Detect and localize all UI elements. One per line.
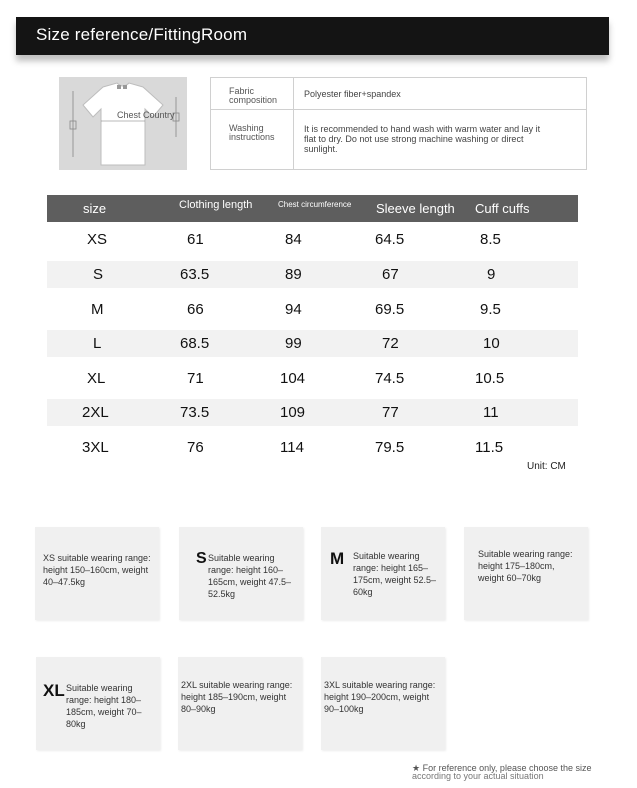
- cell-chest: 94: [285, 301, 302, 318]
- card-text: Suitable wearing range: height 180–185cm, weight 70–80kg: [66, 683, 142, 729]
- cell-chest: 104: [280, 370, 306, 387]
- card-size-letter: XL: [43, 681, 65, 700]
- cell-sleeve: 69.5: [375, 301, 405, 318]
- cell-sleeve: 74.5: [375, 370, 405, 387]
- unit-label: Unit: CM: [527, 461, 566, 472]
- cell-cuff: 11.5: [475, 439, 504, 456]
- wear-card-m: [321, 527, 445, 620]
- cell-chest: 84: [285, 231, 302, 248]
- divider: [211, 109, 586, 110]
- table-row: [47, 296, 578, 323]
- footnote-line-1: ★ For reference only, please choose the size: [412, 763, 592, 773]
- cell-size: XS: [87, 231, 108, 248]
- wear-card-s: [179, 527, 303, 620]
- size-table-header: [47, 195, 578, 222]
- col-length: Clothing length: [179, 199, 253, 211]
- card-text: Suitable wearing range: height 160–165cm, weight 47.5–52.5kg: [208, 553, 292, 599]
- cell-sleeve: 64.5: [375, 231, 405, 248]
- card-text: Suitable wearing range: height 165–175cm, weight 52.5–60kg: [353, 551, 437, 597]
- card-text: 2XL suitable wearing range: height 185–190cm, weight 80–90kg: [181, 680, 293, 714]
- cell-size: 3XL: [82, 439, 109, 456]
- cell-sleeve: 67: [382, 266, 399, 283]
- cell-sleeve: 77: [382, 404, 399, 421]
- cell-chest: 114: [280, 439, 304, 456]
- cell-size: M: [91, 301, 104, 318]
- col-size: size: [83, 201, 107, 216]
- cell-length: 63.5: [180, 266, 210, 283]
- cell-cuff: 10: [483, 335, 500, 352]
- col-sleeve: Sleeve length: [376, 201, 455, 216]
- wear-card-2xl: [178, 657, 302, 750]
- table-row: [47, 330, 578, 357]
- cell-cuff: 8.5: [480, 231, 501, 248]
- cell-length: 66: [187, 301, 204, 318]
- table-row: [47, 434, 578, 461]
- card-text: Suitable wearing range: height 175–180cm, weight 60–70kg: [478, 549, 573, 583]
- footnote: [412, 764, 592, 780]
- fabric-info-table: [210, 77, 587, 170]
- tshirt-illustration: [59, 77, 187, 170]
- cell-length: 76: [187, 439, 204, 456]
- cell-chest: 89: [285, 266, 302, 283]
- table-row: [47, 261, 578, 288]
- table-row: [47, 226, 578, 253]
- col-chest: Chest circumference: [278, 200, 352, 209]
- card-size-letter: S: [196, 550, 207, 567]
- cell-length: 61: [187, 231, 204, 248]
- card-text: 3XL suitable wearing range: height 190–200cm, weight 90–100kg: [324, 680, 436, 714]
- cell-size: L: [93, 335, 102, 352]
- cell-length: 71: [187, 370, 204, 387]
- footnote-line-2: according to your actual situation: [412, 771, 544, 781]
- cell-sleeve: 72: [382, 335, 399, 352]
- tshirt-icon: [59, 77, 187, 170]
- cell-chest: 109: [280, 404, 306, 421]
- cell-cuff: 11: [483, 404, 499, 421]
- wear-card-xs: [35, 527, 159, 620]
- header-banner: [16, 17, 609, 55]
- cell-cuff: 10.5: [475, 370, 505, 387]
- table-row: [47, 399, 578, 426]
- col-cuff: Cuff cuffs: [475, 201, 530, 216]
- cell-size: XL: [87, 370, 106, 387]
- card-size-letter: M: [330, 549, 345, 568]
- cell-size: 2XL: [82, 404, 109, 421]
- cell-size: S: [93, 266, 104, 283]
- page-title: Size reference/FittingRoom: [36, 25, 248, 44]
- card-text: XS suitable wearing range: height 150–160cm, weight 40–47.5kg: [43, 553, 151, 587]
- cell-chest: 99: [285, 335, 302, 352]
- fabric-value: Polyester fiber+spandex: [304, 89, 401, 99]
- fabric-key: Fabric composition: [229, 86, 278, 105]
- wear-card-xl: [36, 657, 160, 750]
- wear-card-l: [464, 527, 588, 620]
- wear-card-3xl: [321, 657, 445, 750]
- cell-length: 73.5: [180, 404, 210, 421]
- cell-sleeve: 79.5: [375, 439, 405, 456]
- washing-key: Washing instructions: [229, 123, 275, 142]
- chest-label: Chest Country: [117, 110, 175, 120]
- cell-cuff: 9.5: [480, 301, 501, 318]
- cell-length: 68.5: [180, 335, 210, 352]
- cell-cuff: 9: [487, 266, 496, 283]
- table-row: [47, 365, 578, 392]
- washing-value: It is recommended to hand wash with warm water and lay it flat to dry. Do not use strong machine washing or direct sunlight.: [304, 124, 541, 154]
